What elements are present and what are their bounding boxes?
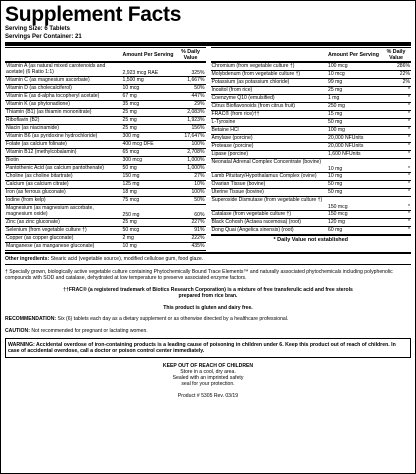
right-rows bbox=[211, 63, 412, 235]
nutrient-row bbox=[5, 157, 206, 165]
nutrient-amount: 25 mg bbox=[122, 125, 137, 131]
nutrient-row bbox=[5, 205, 206, 219]
nutrient-row bbox=[5, 227, 206, 235]
nutrient-dv: * bbox=[408, 204, 410, 210]
nutrient-row bbox=[5, 189, 206, 197]
nutrient-row bbox=[211, 127, 412, 135]
nutrient-row bbox=[5, 243, 206, 251]
nutrient-row bbox=[5, 101, 206, 109]
nutrient-amount: 60 mg bbox=[328, 227, 343, 233]
left-facts-table bbox=[5, 47, 206, 251]
nutrient-name: Ovarian Tissue (bovine) bbox=[211, 181, 266, 187]
nutrient-name: Molybdenum (from vegetable culture †) bbox=[211, 71, 301, 77]
dv-not-established-note: * Daily Value not established bbox=[211, 235, 412, 245]
nutrient-amount: 125 mg bbox=[122, 181, 140, 187]
dagger-note: † Specially grown, biologically active vegetable culture containing Phytochemically Bound Trace Elements™ and naturally associated phytochemicals including polyphenolic compounds with SOD and catalase, dehydrated at low temperature to preserve associated enzyme factors. bbox=[5, 268, 393, 281]
caution bbox=[5, 328, 411, 334]
nutrient-row bbox=[5, 109, 206, 117]
nutrient-dv: 435% bbox=[191, 243, 205, 249]
nutrient-amount: 25 mg bbox=[122, 117, 137, 123]
nutrient-name: Iron (as ferrous gluconate) bbox=[6, 189, 66, 195]
nutrient-row bbox=[211, 143, 412, 151]
nutrient-amount: 25 mg bbox=[328, 87, 343, 93]
nutrient-amount: 100 mg bbox=[328, 127, 345, 133]
nutrient-dv: * bbox=[408, 119, 410, 125]
nutrient-dv: 1,000% bbox=[187, 165, 205, 171]
nutrient-amount: 150 mg bbox=[122, 173, 140, 179]
nutrient-name: Vitamin A (as natural mixed carotenoids and acetate) (6 Ratio 1:1) bbox=[6, 63, 106, 75]
nutrient-dv: 1,667% bbox=[187, 77, 205, 83]
storage-line-1: Store in a cool, dry area. bbox=[180, 369, 236, 376]
nutrient-name: Copper (as copper gluconate) bbox=[6, 235, 74, 241]
nutrient-amount: 15 mg bbox=[328, 111, 343, 117]
bottom-heavy-rule bbox=[5, 252, 411, 254]
nutrient-dv: 50% bbox=[194, 85, 205, 91]
nutrient-name: L-Tyrosine bbox=[211, 119, 236, 125]
nutrient-name: Potassium (as potassium chloride) bbox=[211, 79, 290, 85]
right-facts-table bbox=[211, 47, 412, 251]
nutrient-amount: 18 mg bbox=[122, 189, 137, 195]
nutrient-amount: 150 mcg bbox=[328, 211, 348, 217]
nutrient-row bbox=[211, 119, 412, 127]
nutrient-amount: 1,600 NFUnits bbox=[328, 151, 361, 157]
nutrient-name: Choline (as choline bitartrate) bbox=[6, 173, 73, 179]
nutrient-row bbox=[5, 85, 206, 93]
nutrient-dv: 27% bbox=[194, 173, 205, 179]
nutrient-dv: * bbox=[408, 219, 410, 225]
nutrient-amount: 50 mg bbox=[328, 189, 343, 195]
nutrient-row bbox=[211, 79, 412, 87]
nutrient-name: Lipase (porcine) bbox=[211, 151, 249, 157]
nutrient-dv: 29% bbox=[194, 101, 205, 107]
nutrient-row bbox=[211, 197, 412, 211]
nutrient-amount: 250 mg bbox=[122, 212, 140, 218]
nutrient-dv: 1,923% bbox=[187, 117, 205, 123]
nutrient-dv: * bbox=[408, 227, 410, 233]
nutrient-name: Catalase (from vegetable culture †) bbox=[211, 211, 292, 217]
nutrient-amount: 50 mg bbox=[122, 165, 137, 171]
nutrient-name: Superoxide Dismutase (from vegetable culture †) bbox=[211, 197, 323, 203]
nutrient-amount: 10 mcg bbox=[122, 85, 140, 91]
nutrient-row bbox=[5, 149, 206, 157]
nutrient-amount: 25 mg bbox=[122, 109, 137, 115]
nutrient-dv: 222% bbox=[191, 235, 205, 241]
nutrient-amount: 35 mcg bbox=[122, 101, 140, 107]
facts-columns bbox=[5, 47, 411, 251]
nutrient-dv: * bbox=[408, 127, 410, 133]
left-table-header bbox=[5, 47, 206, 63]
storage-title: KEEP OUT OF REACH OF CHILDREN bbox=[162, 363, 254, 370]
nutrient-name: Riboflavin (B2) bbox=[6, 117, 40, 123]
nutrient-row bbox=[211, 219, 412, 227]
nutrient-name: Lamb Pituitary/Hypothalamus Complex (ovine) bbox=[211, 173, 317, 179]
nutrient-row bbox=[5, 77, 206, 85]
nutrient-name: Folate (as calcium folinate) bbox=[6, 141, 67, 147]
nutrient-amount: 99 mg bbox=[328, 79, 343, 85]
nutrient-name: Dong Quai (Angelica sinensis) (root) bbox=[211, 227, 294, 233]
nutrient-row bbox=[5, 197, 206, 205]
amount-header: Amount Per Serving bbox=[328, 51, 379, 58]
nutrient-amount: 10 mg bbox=[328, 166, 343, 172]
nutrient-amount: 2,923 mcg RAE bbox=[122, 70, 159, 76]
divider bbox=[5, 264, 411, 265]
nutrient-row bbox=[211, 103, 412, 111]
caution-label: CAUTION: bbox=[5, 327, 30, 334]
nutrient-row bbox=[211, 173, 412, 181]
nutrient-row bbox=[211, 87, 412, 95]
nutrient-row bbox=[211, 151, 412, 159]
nutrient-name: Uterine Tissue (bovine) bbox=[211, 189, 264, 195]
nutrient-name: Vitamin B12 (methylcobalamin) bbox=[6, 149, 77, 155]
nutrient-dv: 50% bbox=[194, 197, 205, 203]
nutrient-dv: * bbox=[408, 211, 410, 217]
nutrient-name: Iodine (from kelp) bbox=[6, 197, 46, 203]
nutrient-name: Betaine HCl bbox=[211, 127, 239, 133]
nutrient-name: Vitamin E (as d-alpha tocopheryl acetate) bbox=[6, 93, 100, 99]
product-code: Product # 5305 Rev. 03/19 bbox=[177, 393, 239, 400]
nutrient-dv: * bbox=[408, 189, 410, 195]
dv-header: % Daily Value bbox=[181, 48, 200, 61]
frac-note: ††FRAC® (a registered trademark of Biotics Research Corporation) is a mixture of free transferulic acid and free sterols prepared from rice bran. bbox=[63, 286, 353, 299]
nutrient-name: Inositol (from rice) bbox=[211, 87, 253, 93]
nutrient-amount: 50 mg bbox=[328, 181, 343, 187]
nutrient-amount: 10 mg bbox=[122, 243, 137, 249]
nutrient-amount: 1,500 mg bbox=[122, 77, 144, 83]
nutrient-dv: * bbox=[408, 151, 410, 157]
nutrient-name: Black Cohosh (Actaea racemosa) (root) bbox=[211, 219, 301, 225]
nutrient-amount: 50 mg bbox=[328, 119, 343, 125]
nutrient-row bbox=[5, 133, 206, 141]
nutrient-dv: 100% bbox=[191, 141, 205, 147]
nutrient-name: Citrus Bioflavonoids (from citrus fruit) bbox=[211, 103, 296, 109]
nutrient-name: Vitamin C (as magnesium ascorbate) bbox=[6, 77, 90, 83]
nutrient-amount: 20,000 NFUnits bbox=[328, 135, 364, 141]
nutrient-name: Vitamin D (as cholecalciferol) bbox=[6, 85, 72, 91]
amount-header: Amount Per Serving bbox=[122, 51, 174, 58]
nutrient-dv: 156% bbox=[191, 125, 205, 131]
nutrient-dv: 227% bbox=[191, 219, 205, 225]
nutrient-row bbox=[5, 141, 206, 149]
nutrient-dv: 60% bbox=[194, 212, 205, 218]
other-ingredients-text: Stearic acid (vegetable source), modified cellulose gum, food glaze. bbox=[49, 256, 204, 262]
nutrient-row bbox=[5, 165, 206, 173]
nutrient-row bbox=[5, 93, 206, 101]
nutrient-amount: 65 mcg bbox=[122, 149, 140, 155]
nutrient-dv: 2,083% bbox=[187, 109, 205, 115]
nutrient-amount: 10 mg bbox=[328, 173, 343, 179]
nutrient-dv: 325% bbox=[191, 70, 205, 76]
nutrient-dv: 447% bbox=[191, 93, 205, 99]
nutrient-row bbox=[211, 189, 412, 197]
nutrient-name: FRAC® (from rice)†† bbox=[211, 111, 260, 117]
nutrient-row bbox=[211, 71, 412, 79]
gluten-dairy-note: This product is gluten and dairy free. bbox=[163, 304, 253, 311]
nutrient-dv: 1,000% bbox=[187, 157, 205, 163]
serving-size: Serving Size: 6 Tablets bbox=[5, 26, 70, 32]
nutrient-name: Neonatal Adrenal Complex Concentrate (bovine) bbox=[211, 159, 322, 165]
nutrient-name: Chromium (from vegetable culture †) bbox=[211, 63, 295, 69]
nutrient-dv: * bbox=[408, 135, 410, 141]
right-table-header bbox=[211, 47, 412, 63]
nutrient-name: Vitamin B6 (as pyridoxine hydrochloride) bbox=[6, 133, 98, 139]
nutrient-amount: 250 mg bbox=[328, 103, 345, 109]
nutrient-dv: * bbox=[408, 181, 410, 187]
nutrient-dv: 286% bbox=[396, 63, 410, 69]
left-rows bbox=[5, 63, 206, 251]
nutrient-dv: 2% bbox=[402, 79, 410, 85]
nutrient-row bbox=[5, 235, 206, 243]
nutrient-name: Pantothenic Acid (as calcium pantothenate) bbox=[6, 165, 104, 171]
caution-text: Not recommended for pregnant or lactating women. bbox=[29, 327, 148, 334]
other-ingredients bbox=[5, 256, 411, 262]
nutrient-amount: 1 mg bbox=[328, 95, 340, 101]
nutrient-row bbox=[211, 111, 412, 119]
nutrient-row bbox=[5, 219, 206, 227]
nutrient-row bbox=[211, 159, 412, 173]
recommendation-text: Six (6) tablets each day as a dietary supplement or as otherwise directed by a healthcare professional. bbox=[56, 315, 289, 322]
nutrient-dv: 22% bbox=[399, 71, 410, 77]
nutrient-row bbox=[211, 211, 412, 219]
nutrient-row bbox=[211, 63, 412, 71]
nutrient-dv: * bbox=[408, 166, 410, 172]
nutrient-amount: 150 mcg bbox=[328, 204, 348, 210]
nutrient-amount: 100 mcg bbox=[328, 63, 348, 69]
storage-block bbox=[5, 363, 411, 399]
nutrient-dv: * bbox=[408, 111, 410, 117]
iron-warning-box: WARNING: Accidental overdose of iron-containing products is a leading cause of poisoning in children under 6. Keep this product out of reach of children. In case of accidental overdose, call a doctor or poison control center immediately. bbox=[5, 338, 411, 359]
nutrient-dv: 91% bbox=[194, 227, 205, 233]
nutrient-name: Magnesium (as magnesium ascorbate, magnesium oxide) bbox=[6, 205, 94, 217]
nutrient-name: Vitamin K (as phytonadione) bbox=[6, 101, 70, 107]
nutrient-dv: * bbox=[408, 95, 410, 101]
nutrient-dv: 2,708% bbox=[187, 149, 205, 155]
nutrient-row bbox=[5, 63, 206, 77]
nutrient-name: Coenzyme Q10 (emulsified) bbox=[211, 95, 275, 101]
nutrient-amount: 75 mcg bbox=[122, 197, 140, 203]
nutrient-amount: 400 mcg DFE bbox=[122, 141, 154, 147]
nutrient-row bbox=[211, 95, 412, 103]
nutrient-name: Protease (porcine) bbox=[211, 143, 254, 149]
heavy-rule bbox=[5, 42, 411, 46]
nutrient-amount: 10 mcg bbox=[328, 71, 345, 77]
nutrient-name: Calcium (as calcium citrate) bbox=[6, 181, 69, 187]
nutrient-name: Selenium (from vegetable culture †) bbox=[6, 227, 87, 233]
storage-line-2: Sealed with an imprinted safety bbox=[172, 375, 244, 382]
nutrient-amount: 300 mcg bbox=[122, 157, 143, 163]
storage-line-3: seal for your protection. bbox=[181, 381, 235, 388]
recommendation-label: RECOMMENDATION: bbox=[5, 315, 57, 322]
nutrient-amount: 25 mg bbox=[122, 219, 137, 225]
nutrient-amount: 50 mcg bbox=[122, 227, 140, 233]
nutrient-row bbox=[5, 173, 206, 181]
nutrient-row bbox=[5, 117, 206, 125]
nutrient-name: Thiamin (B1) (as thiamin mononitrate) bbox=[6, 109, 92, 115]
nutrient-row bbox=[211, 227, 412, 235]
recommendation bbox=[5, 316, 411, 322]
label-title: Supplement Facts bbox=[5, 3, 182, 26]
dv-header: % Daily Value bbox=[386, 48, 406, 61]
nutrient-name: Niacin (as niacinamide) bbox=[6, 125, 59, 131]
other-ingredients-label: Other ingredients: bbox=[5, 256, 50, 262]
nutrient-dv: * bbox=[408, 143, 410, 149]
nutrient-dv: * bbox=[408, 87, 410, 93]
nutrient-row bbox=[5, 125, 206, 133]
servings-per-container: Servings Per Container: 21 bbox=[5, 33, 82, 40]
nutrient-row bbox=[211, 181, 412, 189]
nutrient-amount: 120 mg bbox=[328, 219, 345, 225]
nutrient-row bbox=[211, 135, 412, 143]
nutrient-name: Zinc (as zinc gluconate) bbox=[6, 219, 60, 225]
nutrient-dv: 17,647% bbox=[184, 133, 205, 139]
nutrient-amount: 300 mg bbox=[122, 133, 140, 139]
nutrient-amount: 2 mg bbox=[122, 235, 134, 241]
nutrient-name: Amylase (porcine) bbox=[211, 135, 253, 141]
nutrient-name: Manganese (as manganese gluconate) bbox=[6, 243, 95, 249]
nutrient-dv: 10% bbox=[194, 181, 205, 187]
nutrient-dv: * bbox=[408, 173, 410, 179]
nutrient-amount: 20,000 NFUnits bbox=[328, 143, 364, 149]
nutrient-row bbox=[5, 181, 206, 189]
nutrient-dv: * bbox=[408, 103, 410, 109]
nutrient-dv: 100% bbox=[191, 189, 205, 195]
nutrient-amount: 67 mg bbox=[122, 93, 137, 99]
nutrient-name: Biotin bbox=[6, 157, 19, 163]
